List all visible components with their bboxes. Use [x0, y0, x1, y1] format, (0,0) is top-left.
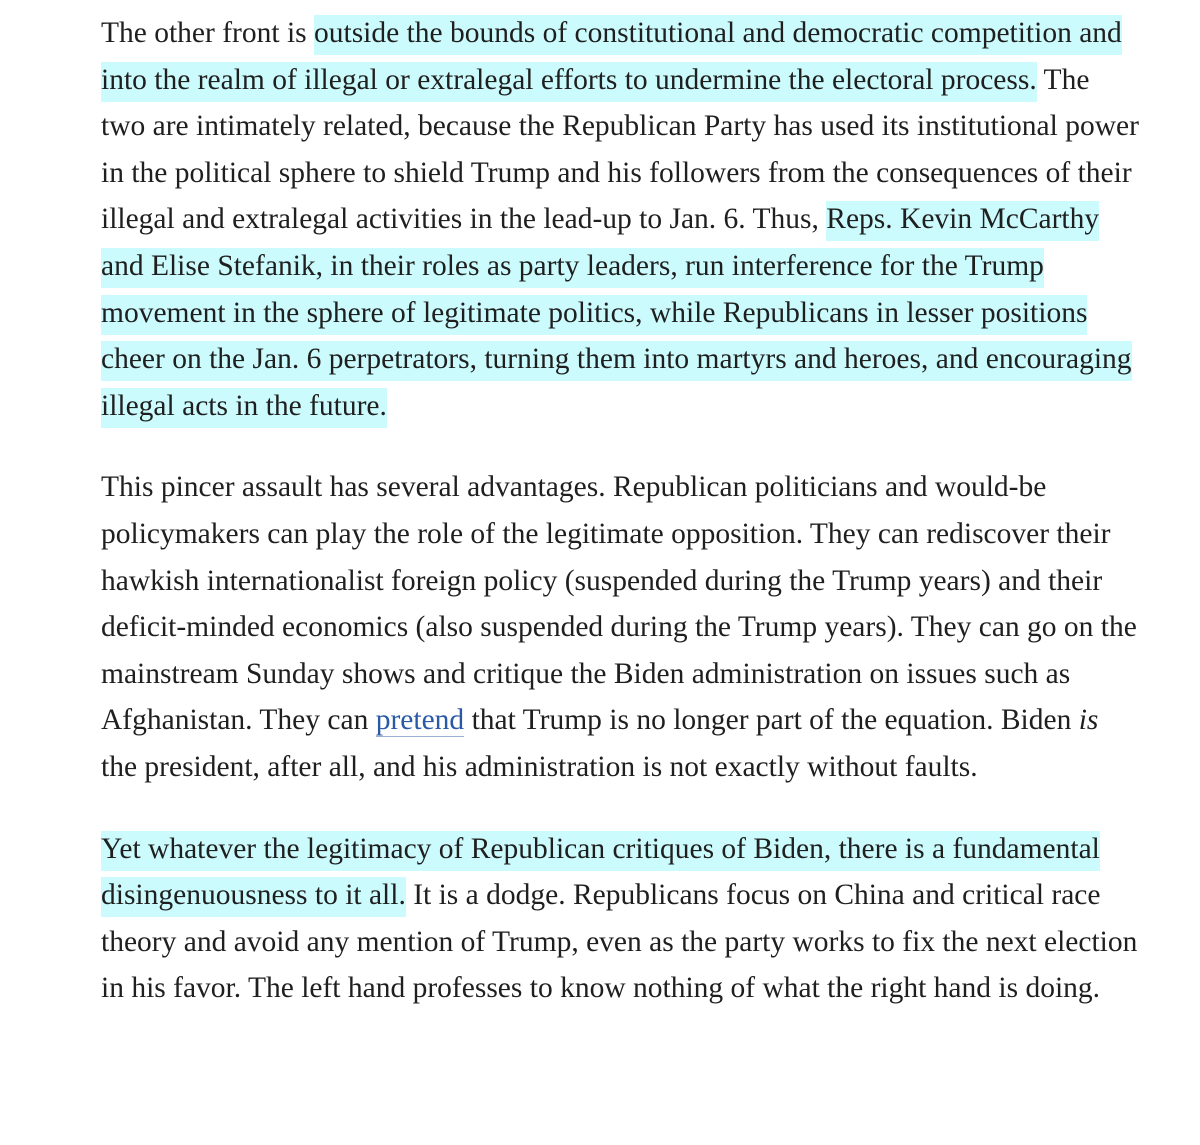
highlighted-passage[interactable]: Reps. Kevin McCarthy and Elise Stefanik, in their roles as party leaders, run interference for the Trump movement in the sphere of legitimate politics, while Republicans in lesser positions cheer on the Jan. 6 perpetrators, turning them into martyrs and heroes, and encouraging illegal acts in the future.: [101, 201, 1132, 427]
pretend-link[interactable]: pretend: [375, 704, 465, 737]
highlighted-passage[interactable]: outside the bounds of constitutional and democratic competition and into the realm of illegal or extralegal efforts to undermine the electoral process.: [101, 15, 1122, 102]
highlighted-passage[interactable]: Yet whatever the legitimacy of Republican critiques of Biden, there is a fundamental disingenuousness to it all.: [101, 831, 1100, 918]
paragraph-pincer-assault: [101, 464, 1141, 790]
text-run: It is a dodge. Republicans focus on China and critical race theory and avoid any mention of Trump, even as the party works to fix the next election in his favor. The left hand professes to know nothing of what the right hand is doing.: [101, 879, 1138, 1005]
paragraph-disingenuousness: [101, 826, 1141, 1012]
text-run: The two are intimately related, because the Republican Party has used its institutional power in the political sphere to shield Trump and his followers from the consequences of their illegal and extralegal activities in the lead-up to Jan. 6. Thus,: [101, 63, 1139, 236]
emphasis-text: is: [1078, 704, 1099, 737]
text-run: This pincer assault has several advantages. Republican politicians and would-be policymakers can play the role of the legitimate opposition. They can rediscover their hawkish internationalist foreign policy (suspended during the Trump years) and their deficit-minded economics (also suspended during the Trump years). They can go on the mainstream Sunday shows and critique the Biden administration on issues such as Afghanistan. They can: [101, 471, 1137, 737]
text-run: the president, after all, and his administration is not exactly without faults.: [101, 750, 978, 783]
article-body: [101, 10, 1141, 1047]
text-run: that Trump is no longer part of the equation. Biden: [464, 704, 1079, 737]
text-run: The other front is: [101, 17, 314, 49]
paragraph-other-front: [101, 10, 1141, 429]
